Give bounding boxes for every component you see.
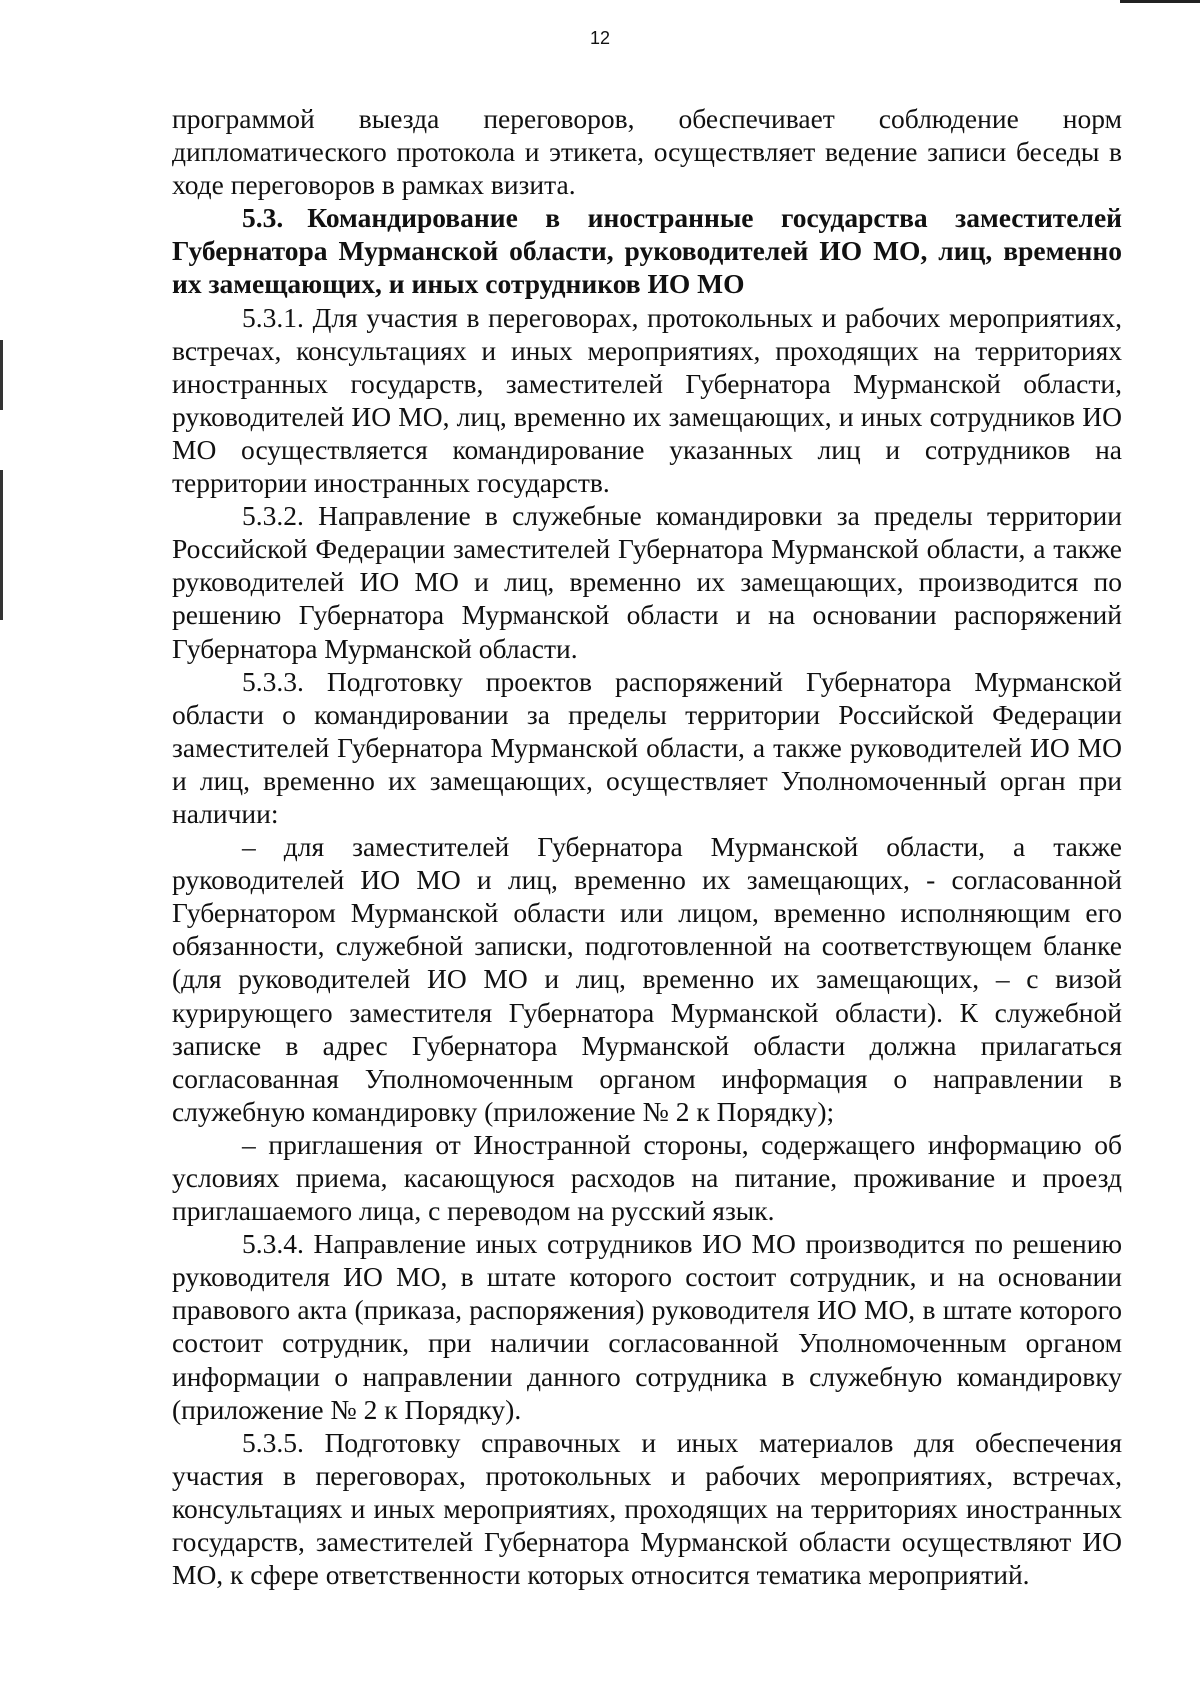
section-title: Командирование в иностранные государства заместителей Губернатора Мурманской области, руководителей ИО МО, лиц, временно их замещающих, и иных сотрудников ИО МО <box>172 202 1122 300</box>
paragraph-5-3-3: 5.3.3. Подготовку проектов распоряжений Губернатора Мурманской области о командировании за пределы территории Российской Федерации заместителей Губернатора Мурманской области, а также руководителей ИО МО и лиц, временно их замещающих, осуществляет Уполномоченный орган при наличии: <box>172 665 1122 829</box>
list-item-invitation: – приглашения от Иностранной стороны, содержащего информацию об условиях приема, касающуюся расходов на питание, проживание и проезд приглашаемого лица, с переводом на русский язык. <box>172 1128 1122 1227</box>
paragraph-5-3-1: 5.3.1. Для участия в переговорах, протокольных и рабочих мероприятиях, встречах, консультациях и иных мероприятиях, проходящих на территориях иностранных государств, заместителей Губернатора Мурманской области, руководителей ИО МО, лиц, временно их замещающих, и иных сотрудников ИО МО осуществляется командирование указанных лиц и сотрудников на территории иностранных государств. <box>172 301 1122 499</box>
paragraph-5-3-5: 5.3.5. Подготовку справочных и иных материалов для обеспечения участия в переговорах, протокольных и рабочих мероприятиях, встречах, консультациях и иных мероприятиях, проходящих на территориях иностранных государств, заместителей Губернатора Мурманской области осуществляют ИО МО, к сфере ответственности которых относится тематика мероприятий. <box>172 1426 1122 1591</box>
paragraph-continuation: программой выезда переговоров, обеспечивает соблюдение норм дипломатического протокола и этикета, осуществляет ведение записи беседы в ходе переговоров в рамках визита. <box>172 103 1122 201</box>
paragraph-5-3-4: 5.3.4. Направление иных сотрудников ИО МО производится по решению руководителя ИО МО, в штате которого состоит сотрудник, и на основании правового акта (приказа, распоряжения) руководителя ИО МО, в штате которого состоит сотрудник, при наличии согласованной Уполномоченным органом информации о направлении данного сотрудника в служебную командировку (приложение № 2 к Порядку). <box>172 1228 1122 1425</box>
document-body <box>172 102 1122 1591</box>
scan-edge-mark <box>0 470 3 620</box>
scan-edge-mark <box>0 340 3 410</box>
section-heading <box>172 201 1122 300</box>
section-number: 5.3. <box>242 202 284 234</box>
paragraph-5-3-2: 5.3.2. Направление в служебные командировки за пределы территории Российской Федерации заместителей Губернатора Мурманской области, а также руководителей ИО МО и лиц, временно их замещающих, производится по решению Губернатора Мурманской области и на основании распоряжений Губернатора Мурманской области. <box>172 500 1122 664</box>
page-number: 12 <box>589 28 611 48</box>
top-edge-rule <box>1120 0 1200 3</box>
list-item-service-note: – для заместителей Губернатора Мурманской области, а также руководителей ИО МО и лиц, временно их замещающих, - согласованной Губернатором Мурманской области или лицом, временно исполняющим его обязанности, служебной записки, подготовленной на соответствующем бланке (для руководителей ИО МО и лиц, временно их замещающих, – с визой курирующего заместителя Губернатора Мурманской области). К служебной записке в адрес Губернатора Мурманской области должна прилагаться согласованная Уполномоченным органом информация о направлении в служебную командировку (приложение № 2 к Порядку); <box>172 831 1122 1127</box>
